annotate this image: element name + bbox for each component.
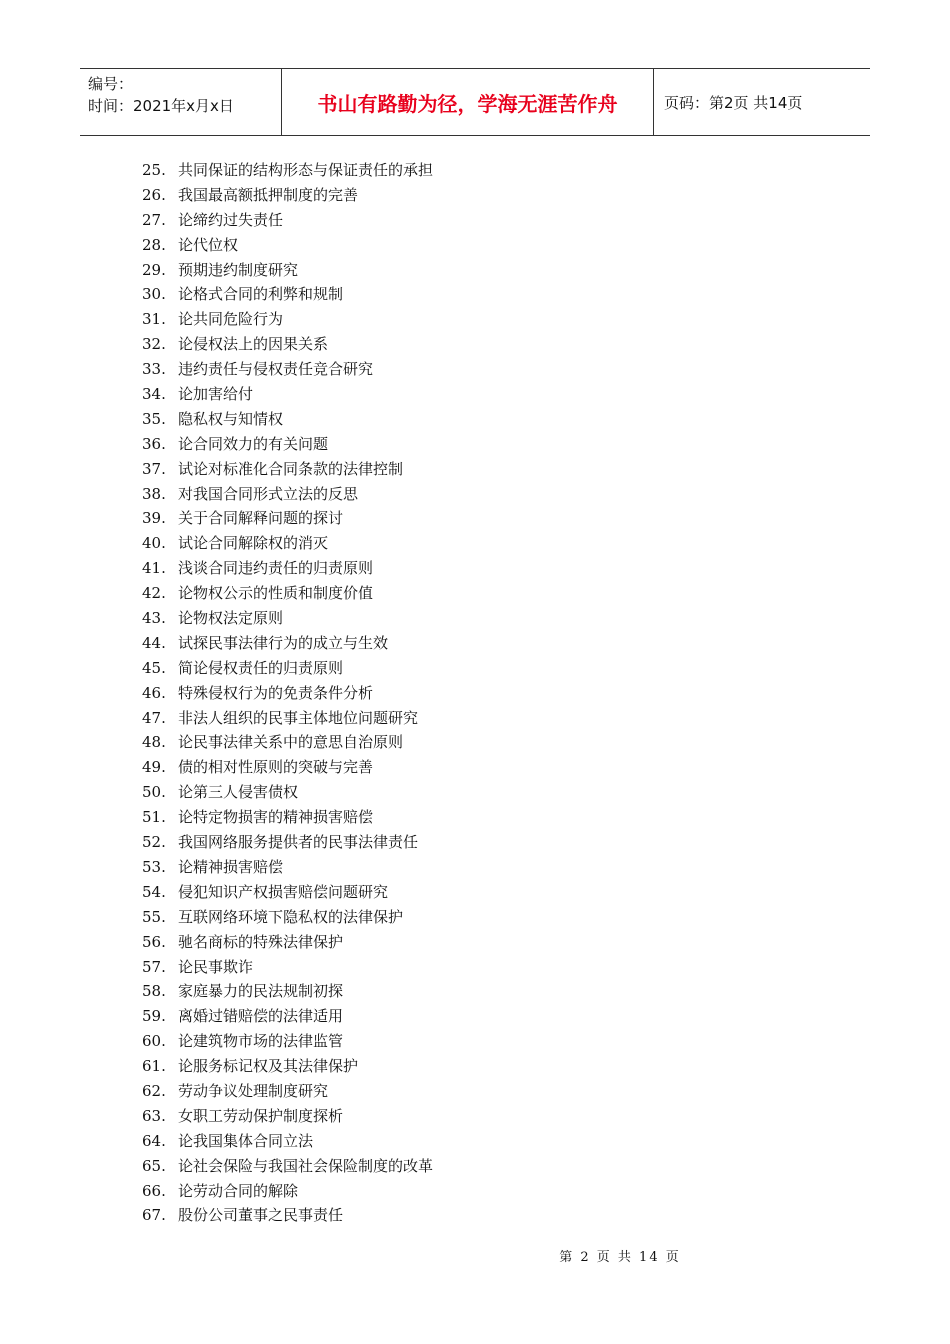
list-item-text: 侵犯知识产权损害赔偿问题研究 [178, 882, 389, 901]
list-item-text: 关于合同解释问题的探讨 [178, 509, 344, 528]
list-item-text: 非法人组织的民事主体地位问题研究 [178, 708, 419, 727]
list-item [142, 855, 433, 880]
list-item-text: 论共同危险行为 [178, 310, 284, 329]
list-item-number: 26. [142, 185, 166, 204]
list-item-number: 48. [142, 733, 166, 752]
list-item [142, 805, 433, 830]
list-item-number: 39. [142, 509, 166, 528]
list-item-text: 简论侵权责任的归责原则 [178, 658, 344, 677]
list-item [142, 606, 433, 631]
list-item-text: 对我国合同形式立法的反思 [178, 484, 359, 503]
list-item [142, 183, 433, 208]
list-item-text: 股份公司董事之民事责任 [178, 1206, 344, 1225]
list-item-number: 41. [142, 559, 166, 578]
list-item [142, 905, 433, 930]
list-item-number: 43. [142, 609, 166, 628]
list-item-number: 33. [142, 360, 166, 379]
list-item-text: 论劳动合同的解除 [178, 1181, 299, 1200]
list-item-number: 47. [142, 708, 166, 727]
list-item-number: 45. [142, 658, 166, 677]
list-item-number: 34. [142, 385, 166, 404]
list-item-text: 论合同效力的有关问题 [178, 434, 329, 453]
list-item [142, 482, 433, 507]
list-item-number: 27. [142, 210, 166, 229]
list-item-number: 44. [142, 633, 166, 652]
list-item-text: 劳动争议处理制度研究 [178, 1081, 329, 1100]
list-item-number: 52. [142, 833, 166, 852]
list-item [142, 407, 433, 432]
list-item-text: 离婚过错赔偿的法律适用 [178, 1007, 344, 1026]
list-item-text: 试论合同解除权的消灭 [178, 534, 329, 553]
list-item [142, 955, 433, 980]
list-item-number: 46. [142, 683, 166, 702]
list-item [142, 1203, 433, 1228]
header-meta [80, 69, 282, 135]
list-item [142, 1004, 433, 1029]
list-item [142, 307, 433, 332]
list-item [142, 357, 433, 382]
list-item-number: 58. [142, 982, 166, 1001]
list-item [142, 506, 433, 531]
list-item-text: 隐私权与知情权 [178, 409, 284, 428]
list-item-number: 37. [142, 459, 166, 478]
list-item-number: 28. [142, 235, 166, 254]
list-item-text: 论代位权 [178, 235, 239, 254]
document-number-label: 编号： [88, 75, 134, 93]
list-item [142, 233, 433, 258]
list-item-text: 我国最高额抵押制度的完善 [178, 185, 359, 204]
list-item-text: 家庭暴力的民法规制初探 [178, 982, 344, 1001]
list-item [142, 930, 433, 955]
list-item-text: 试探民事法律行为的成立与生效 [178, 633, 389, 652]
list-item-text: 互联网络环境下隐私权的法律保护 [178, 907, 404, 926]
list-item-number: 35. [142, 409, 166, 428]
list-item-number: 64. [142, 1131, 166, 1150]
page-footer: 第 2 页 共 14 页 [559, 1250, 681, 1265]
list-item [142, 556, 433, 581]
header-page-info: 页码：第2页 共14页 [664, 93, 803, 112]
list-item [142, 457, 433, 482]
page-header [80, 68, 870, 136]
list-item [142, 581, 433, 606]
topic-list [142, 158, 433, 1228]
list-item [142, 382, 433, 407]
list-item-number: 67. [142, 1206, 166, 1225]
list-item [142, 656, 433, 681]
list-item-text: 驰名商标的特殊法律保护 [178, 932, 344, 951]
list-item-text: 论社会保险与我国社会保险制度的改革 [178, 1156, 434, 1175]
list-item-text: 论精神损害赔偿 [178, 857, 284, 876]
list-item-text: 我国网络服务提供者的民事法律责任 [178, 833, 419, 852]
list-item [142, 830, 433, 855]
list-item-number: 40. [142, 534, 166, 553]
list-item-text: 论特定物损害的精神损害赔偿 [178, 808, 374, 827]
list-item-number: 50. [142, 783, 166, 802]
list-item [142, 1079, 433, 1104]
list-item-number: 55. [142, 907, 166, 926]
list-item-number: 59. [142, 1007, 166, 1026]
list-item-text: 论第三人侵害债权 [178, 783, 299, 802]
list-item-text: 论侵权法上的因果关系 [178, 335, 329, 354]
list-item [142, 1129, 433, 1154]
list-item-number: 32. [142, 335, 166, 354]
list-item [142, 730, 433, 755]
list-item-text: 违约责任与侵权责任竞合研究 [178, 360, 374, 379]
list-item [142, 158, 433, 183]
list-item [142, 880, 433, 905]
list-item-number: 54. [142, 882, 166, 901]
list-item-number: 42. [142, 584, 166, 603]
list-item-number: 36. [142, 434, 166, 453]
list-item-text: 论服务标记权及其法律保护 [178, 1057, 359, 1076]
list-item-number: 63. [142, 1106, 166, 1125]
list-item [142, 1179, 433, 1204]
list-item-number: 53. [142, 857, 166, 876]
list-item [142, 282, 433, 307]
list-item [142, 755, 433, 780]
list-item-text: 论民事法律关系中的意思自治原则 [178, 733, 404, 752]
list-item [142, 332, 433, 357]
list-item-number: 49. [142, 758, 166, 777]
list-item-number: 51. [142, 808, 166, 827]
list-item [142, 1154, 433, 1179]
list-item-number: 38. [142, 484, 166, 503]
list-item-number: 29. [142, 260, 166, 279]
list-item-text: 论物权法定原则 [178, 609, 284, 628]
list-item-number: 31. [142, 310, 166, 329]
list-item-text: 论格式合同的利弊和规制 [178, 285, 344, 304]
list-item-text: 债的相对性原则的突破与完善 [178, 758, 374, 777]
header-motto: 书山有路勤为径，学海无涯苦作舟 [282, 69, 654, 135]
list-item [142, 531, 433, 556]
list-item [142, 979, 433, 1004]
list-item [142, 1054, 433, 1079]
list-item-text: 女职工劳动保护制度探析 [178, 1106, 344, 1125]
list-item-text: 试论对标准化合同条款的法律控制 [178, 459, 404, 478]
list-item [142, 258, 433, 283]
list-item-text: 特殊侵权行为的免责条件分析 [178, 683, 374, 702]
list-item [142, 681, 433, 706]
list-item [142, 1104, 433, 1129]
list-item [142, 631, 433, 656]
list-item [142, 432, 433, 457]
list-item-number: 56. [142, 932, 166, 951]
list-item-text: 论我国集体合同立法 [178, 1131, 314, 1150]
list-item-number: 66. [142, 1181, 166, 1200]
list-item-number: 25. [142, 161, 166, 179]
document-time-label: 时间：2021年x月x日 [88, 97, 234, 115]
list-item [142, 706, 433, 731]
list-item [142, 208, 433, 233]
list-item-text: 预期违约制度研究 [178, 260, 299, 279]
list-item-text: 共同保证的结构形态与保证责任的承担 [178, 161, 434, 179]
list-item-text: 论建筑物市场的法律监管 [178, 1032, 344, 1051]
list-item-number: 60. [142, 1032, 166, 1051]
list-item-text: 论物权公示的性质和制度价值 [178, 584, 374, 603]
list-item-number: 61. [142, 1057, 166, 1076]
list-item-number: 57. [142, 957, 166, 976]
list-item-text: 浅谈合同违约责任的归责原则 [178, 559, 374, 578]
list-item-text: 论加害给付 [178, 385, 254, 404]
list-item-number: 30. [142, 285, 166, 304]
list-item [142, 1029, 433, 1054]
list-item-text: 论缔约过失责任 [178, 210, 284, 229]
list-item-number: 65. [142, 1156, 166, 1175]
list-item [142, 780, 433, 805]
list-item-text: 论民事欺诈 [178, 957, 254, 976]
list-item-number: 62. [142, 1081, 166, 1100]
